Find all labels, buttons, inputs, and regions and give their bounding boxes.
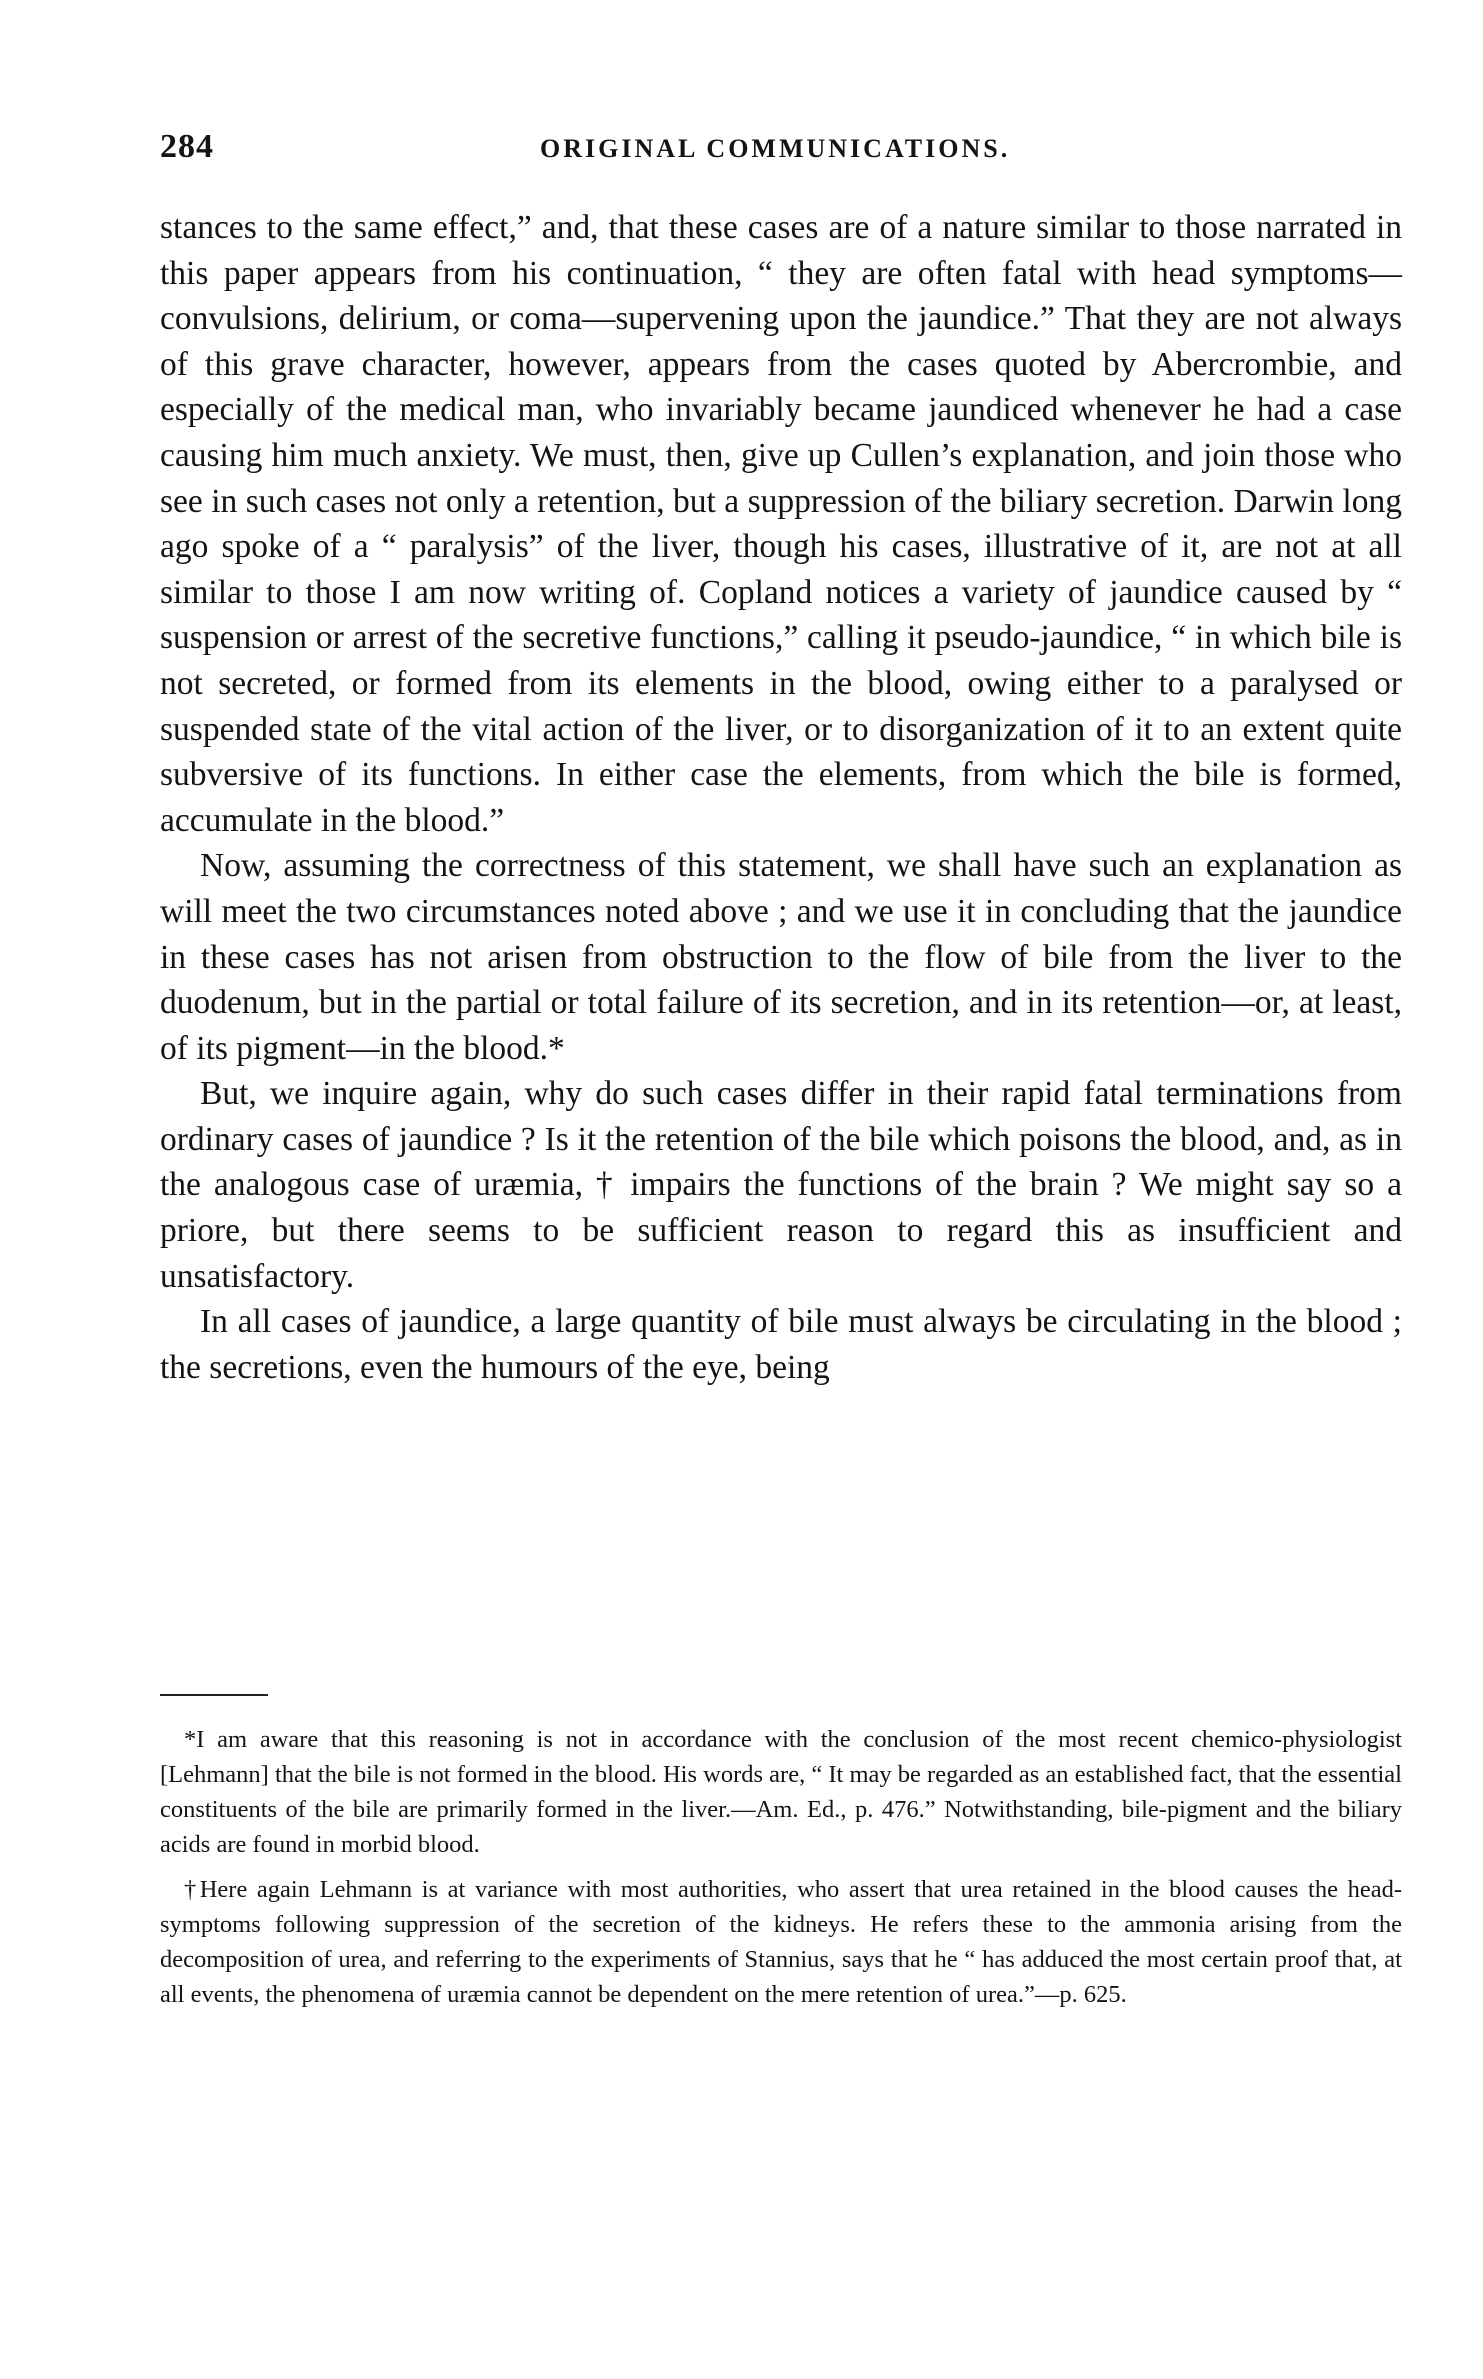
paragraph: Now, assuming the correctness of this statement, we shall have such an explanation as will meet the two circumstances noted above ; and we use it in concluding that the jaundice in these cases has not arisen from obstruction to the flow of bile from the liver to the duodenum, but in the partial or total failure of its secretion, and in its retention—or, at least, of its pigment—in the blood.* <box>160 847 1402 1067</box>
paragraph: stances to the same effect,” and, that these cases are of a nature similar to those narrated in this paper appears from his continuation, “ they are often fatal with head symptoms—convulsions, delirium, or coma—supervening upon the jaundice.” That they are not always of this grave character, however, appears from the cases quoted by Abercrombie, and especially of the medical man, who invariably became jaundiced whenever he had a case causing him much anxiety. We must, then, give up Cullen’s explanation, and join those who see in such cases not only a retention, but a suppression of the biliary secretion. Darwin long ago spoke of a “ paralysis” of the liver, though his cases, illustrative of it, are not at all similar to those I am now writing of. Copland notices a variety of jaundice caused by “ suspension or arrest of the secretive functions,” calling it pseudo-jaundice, “ in which bile is not secreted, or formed from its elements in the blood, owing either to a paralysed or suspended state of the vital action of the liver, or to disorganization of it to an extent quite subversive of its functions. In either case the elements, from which the bile is formed, accumulate in the blood.” <box>160 209 1402 839</box>
running-head: ORIGINAL COMMUNICATIONS. <box>540 134 1011 163</box>
page-number: 284 <box>160 128 214 165</box>
footnotes <box>160 1722 1402 2022</box>
footnote: †Here again Lehmann is at variance with most authorities, who assert that urea retained in the blood causes the head-symptoms following suppression of the secretion of the kidneys. He refers these to the ammonia arising from the decomposition of urea, and referring to the experiments of Stannius, says that he “ has adduced the most certain proof that, at all events, the phenomena of uræmia cannot be dependent on the mere retention of urea.”—p. 625. <box>160 1876 1402 2008</box>
paragraph: But, we inquire again, why do such cases differ in their rapid fatal terminations from ordinary cases of jaundice ? Is it the retention of the bile which poisons the blood, and, as in the analogous case of uræmia, † impairs the functions of the brain ? We might say so a priore, but there seems to be sufficient reason to regard this as insufficient and unsatisfactory. <box>160 1075 1402 1295</box>
page-header <box>160 128 1400 172</box>
footnote: *I am aware that this reasoning is not in accordance with the conclusion of the most recent chemico-physiologist [Lehmann] that the bile is not formed in the blood. His words are, “ It may be regarded as an established fact, that the essential constituents of the bile are primarily formed in the liver.—Am. Ed., p. 476.” Notwithstanding, bile-pigment and the biliary acids are found in morbid blood. <box>160 1726 1402 1858</box>
footnote-divider <box>160 1694 268 1696</box>
paragraph: In all cases of jaundice, a large quantity of bile must always be circulating in the blood ; the secretions, even the humours of the eye, being <box>160 1303 1402 1386</box>
body-text <box>160 205 1402 1390</box>
